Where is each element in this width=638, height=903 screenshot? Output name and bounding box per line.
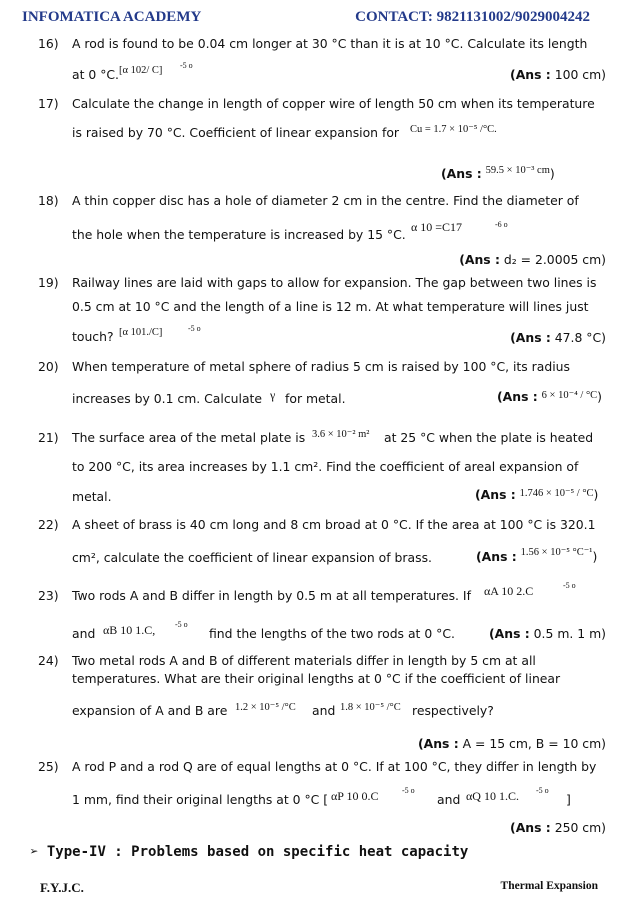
formula-superscript: -5 o — [188, 324, 201, 333]
section-title: Type-IV : Problems based on specific heat capacity — [46, 844, 469, 860]
question-text: metal. — [72, 489, 112, 504]
question-text: 1 mm, find their original lengths at 0 °C [ — [72, 792, 329, 807]
section-heading — [30, 844, 468, 860]
formula: αP 10 0.C — [331, 789, 379, 803]
question-text: Calculate the change in length of copper wire of length 50 cm when its temperature — [72, 96, 595, 111]
question-text: When temperature of metal sphere of radius 5 cm is raised by 100 °C, its radius — [72, 359, 570, 374]
footer-chapter: Thermal Expansion — [500, 880, 598, 892]
page-header — [22, 9, 616, 29]
formula-superscript: -6 o — [495, 220, 508, 229]
question-text: temperatures. What are their original lengths at 0 °C if the coefficient of linear — [72, 671, 561, 686]
question-text: touch? — [72, 329, 114, 344]
question-text: to 200 °C, its area increases by 1.1 cm². Find the coefficient of areal expansion of — [72, 459, 579, 474]
answer: (Ans : $^{1.746 \times 10^{-5} / ^\circ C}$) — [475, 487, 599, 502]
question-text: at 25 °C when the plate is heated — [384, 430, 594, 445]
question-text: increases by 0.1 cm. Calculate — [72, 391, 263, 406]
question-text: A rod P and a rod Q are of equal lengths at 0 °C. If at 100 °C, they differ in length by — [72, 759, 597, 774]
question-text: Railway lines are laid with gaps to allow for expansion. The gap between two lines is — [72, 275, 597, 290]
footer-class: F.Y.J.C. — [40, 880, 84, 895]
answer: (Ans : $^{59.5 \times 10^{-3} cm}$) — [441, 165, 555, 181]
question-number: 24) — [38, 653, 59, 668]
question-number: 19) — [38, 275, 59, 290]
question-text: find the lengths of the two rods at 0 °C. — [209, 626, 455, 641]
question-text: The surface area of the metal plate is — [72, 430, 306, 445]
gamma-symbol: γ — [270, 388, 276, 402]
answer: (Ans : A = 15 cm, B = 10 cm) — [417, 736, 606, 751]
formula: [α 101./C] — [119, 327, 163, 338]
arrow-bullet-icon: ➢ — [30, 844, 39, 860]
question-number: 21) — [38, 430, 59, 445]
formula: αB 10 1.C, — [103, 623, 156, 637]
answer: (Ans : 100 cm) — [510, 67, 606, 82]
formula: 1.8 × 10⁻⁵ /°C — [340, 702, 401, 713]
contact-info: CONTACT: 9821131002/9029004242 — [355, 9, 590, 25]
formula-superscript: -5 o — [175, 620, 188, 629]
answer: (Ans : 0.5 m. 1 m) — [489, 626, 606, 641]
question-number: 25) — [38, 759, 59, 774]
question-text: Two metal rods A and B of different materials differ in length by 5 cm at all — [72, 653, 536, 668]
formula: αA 10 2.C — [484, 584, 534, 598]
question-text: A thin copper disc has a hole of diameter 2 cm in the centre. Find the diameter of — [72, 193, 579, 208]
formula: 1.2 × 10⁻⁵ /°C — [235, 702, 296, 713]
formula: 3.6 × 10⁻² m² — [312, 429, 370, 440]
answer: (Ans : 47.8 °C) — [510, 330, 606, 345]
academy-name: INFOMATICA ACADEMY — [22, 9, 202, 25]
formula: [α 102/ C] — [119, 65, 163, 76]
question-text: and — [437, 792, 461, 807]
question-text: A sheet of brass is 40 cm long and 8 cm broad at 0 °C. If the area at 100 °C is 320.1 — [72, 517, 596, 532]
question-number: 20) — [38, 359, 59, 374]
question-text: expansion of A and B are — [72, 703, 228, 718]
question-number: 22) — [38, 517, 59, 532]
question-text: and — [312, 703, 336, 718]
formula: α 10 =C17 — [411, 220, 463, 234]
question-number: 17) — [38, 96, 59, 111]
question-text: 0.5 cm at 10 °C and the length of a line is 12 m. At what temperature will lines just — [72, 299, 589, 314]
question-text: is raised by 70 °C. Coefficient of linear expansion for — [72, 125, 400, 140]
formula-superscript: -5 o — [563, 581, 576, 590]
question-number: 16) — [38, 36, 59, 51]
formula-superscript: -5 o — [536, 786, 549, 795]
formula: Cu = 1.7 × 10⁻⁵ /°C. — [410, 124, 497, 135]
question-text: cm², calculate the coefficient of linear expansion of brass. — [72, 550, 432, 565]
question-text: the hole when the temperature is increased by 15 °C. — [72, 227, 406, 242]
question-text: Two rods A and B differ in length by 0.5 m at all temperatures. If — [72, 588, 471, 603]
answer: (Ans : $^{6 \times 10^{-4} / ^\circ C}$) — [497, 389, 603, 404]
question-text: respectively? — [412, 703, 494, 718]
question-text: for metal. — [285, 391, 346, 406]
question-number: 23) — [38, 588, 59, 603]
question-text: at 0 °C. — [72, 67, 119, 82]
answer: (Ans : 250 cm) — [510, 820, 606, 835]
answer: (Ans : d₂ = 2.0005 cm) — [459, 252, 606, 267]
answer: (Ans : $^{1.56 \times 10^{-5} ^\circ C^{-1}}$) — [476, 547, 598, 564]
formula-superscript: -5 o — [180, 61, 193, 70]
question-text: and — [72, 626, 96, 641]
question-number: 18) — [38, 193, 59, 208]
question-text: ] — [566, 792, 571, 807]
formula-superscript: -5 o — [402, 786, 415, 795]
question-text: A rod is found to be 0.04 cm longer at 30 °C than it is at 10 °C. Calculate its length — [72, 36, 588, 51]
formula: αQ 10 1.C. — [466, 789, 519, 803]
